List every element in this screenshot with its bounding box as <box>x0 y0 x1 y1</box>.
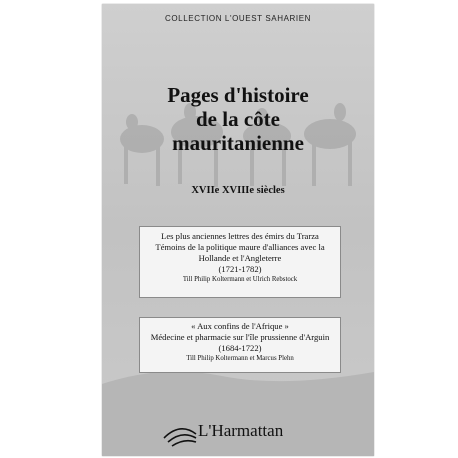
work-1-authors: Till Philip Koltermann et Ulrich Rebstock <box>182 276 298 283</box>
work-box-1 <box>139 226 341 298</box>
work-box-2 <box>139 317 341 373</box>
work-2-line: Médecine et pharmacie sur l'île prussienne d'Arguin <box>150 332 330 342</box>
book-title <box>102 83 374 155</box>
publisher-name: L'Harmattan <box>198 421 284 440</box>
centuries-subtitle: XVIIe XVIIIe siècles <box>191 185 285 196</box>
series-name: COLLECTION L'OUEST SAHARIEN <box>164 14 312 23</box>
book-cover <box>102 4 374 456</box>
work-2-authors: Till Philip Koltermann et Marcus Plehn <box>186 355 294 362</box>
work-2-line: « Aux confins de l'Afrique » <box>191 321 289 331</box>
title-line: Pages d'histoire <box>167 83 309 107</box>
work-1-line: Les plus anciennes lettres des émirs du Trarza <box>161 231 319 241</box>
work-1-line: Hollande et l'Angleterre <box>198 253 282 263</box>
work-1-line: (1721-1782) <box>218 264 262 274</box>
work-2-line: (1684-1722) <box>218 343 262 353</box>
title-line: mauritanienne <box>172 131 304 155</box>
work-1-line: Témoins de la politique maure d'alliances avec la <box>155 242 325 252</box>
title-line: de la côte <box>196 107 280 131</box>
